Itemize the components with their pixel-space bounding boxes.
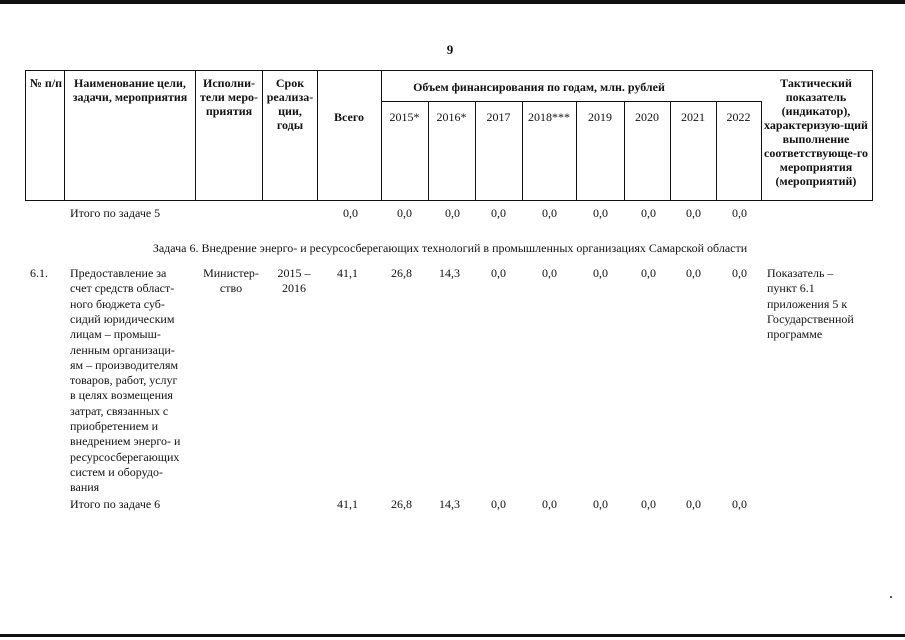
header-year-2021: 2021 [681, 110, 705, 124]
row61-description-line: внедрением энерго- и [70, 434, 181, 449]
header-col-executors: Исполни-тели меро-приятия [199, 76, 259, 118]
scan-speck [890, 596, 892, 598]
row61-indicator-line: приложения 5 к [767, 296, 848, 311]
row61-description-line: ного бюджета суб- [70, 296, 165, 311]
header-col-name: Наименование цели, задачи, мероприятия [72, 76, 188, 104]
table-vertical-line [25, 70, 26, 201]
row61-description-line: ресурсосберегающих [70, 449, 180, 464]
header-col-total: Всего [334, 110, 364, 124]
header-col-term: Срок реализа-ции, годы [266, 76, 314, 132]
total6-value-8: 0,0 [732, 497, 747, 511]
row61-indicator-line: Государственной [767, 311, 854, 326]
header-year-2015: 2015* [389, 110, 420, 124]
task6-title: Задача 6. Внедрение энерго- и ресурсосберегающих технологий в промышленных организациях Самарской области [152, 241, 748, 255]
row61-description-line: систем и оборудо- [70, 464, 163, 479]
total6-value-6: 0,0 [641, 497, 656, 511]
row61-description-line: вания [70, 480, 100, 495]
header-col-number: № п/п [29, 76, 63, 90]
total5-value-5: 0,0 [593, 206, 608, 220]
row61-value-0: 41,1 [337, 266, 358, 280]
row61-description-line: сидий юридическим [70, 311, 175, 326]
header-year-2020: 2020 [635, 110, 659, 124]
row61-value-6: 0,0 [641, 266, 656, 280]
row61-value-3: 0,0 [491, 266, 506, 280]
total6-value-2: 14,3 [439, 497, 460, 511]
row61-description-line: товаров, работ, услуг [70, 373, 178, 388]
header-year-2016: 2016* [436, 110, 467, 124]
page-number: 9 [446, 42, 454, 57]
row61-description-line: в целях возмещения [70, 388, 173, 403]
header-col-indicator: Тактический показатель (индикатор), характеризую-щий выполнение соответствующе-го мероприятия (мероприятий) [764, 76, 868, 188]
total5-value-6: 0,0 [641, 206, 656, 220]
total6-value-5: 0,0 [593, 497, 608, 511]
total5-value-7: 0,0 [686, 206, 701, 220]
row61-value-1: 26,8 [391, 266, 412, 280]
row61-indicator-line: программе [767, 327, 823, 342]
table-top-line [25, 70, 872, 71]
bottom-border [0, 634, 905, 637]
row61-value-5: 0,0 [593, 266, 608, 280]
total6-value-1: 26,8 [391, 497, 412, 511]
total5-value-0: 0,0 [343, 206, 358, 220]
total6-value-0: 41,1 [337, 497, 358, 511]
row61-value-2: 14,3 [439, 266, 460, 280]
header-year-2018: 2018*** [528, 110, 570, 124]
row61-description-line: ленным организаци- [70, 342, 175, 357]
row61-description-line: приобретением и [70, 419, 159, 433]
row61-description-line: счет средств област- [70, 281, 175, 296]
row61-term-line: 2016 [282, 281, 306, 296]
total-task5-label: Итого по задаче 5 [70, 206, 161, 220]
row61-value-8: 0,0 [732, 266, 747, 280]
row61-description-line: затрат, связанных с [70, 403, 169, 418]
total5-value-1: 0,0 [397, 206, 412, 220]
total6-value-4: 0,0 [542, 497, 557, 511]
row61-description-line: ям – производителям [70, 357, 179, 372]
years-subheader-line [381, 101, 761, 102]
header-year-2017: 2017 [486, 110, 511, 124]
total5-value-8: 0,0 [732, 206, 747, 220]
row61-indicator-line: Показатель – [767, 266, 834, 280]
header-col-financing: Объем финансирования по годам, млн. рублей [413, 80, 665, 94]
header-year-2019: 2019 [588, 110, 612, 124]
top-border [0, 0, 905, 4]
total-task6-label: Итого по задаче 6 [70, 497, 161, 511]
row61-executor-line: ство [219, 281, 243, 296]
header-year-2022: 2022 [726, 110, 751, 124]
table-vertical-line [64, 70, 65, 201]
row61-description-line: лицам – промыш- [70, 327, 161, 342]
row61-executor-line: Министер- [203, 266, 259, 280]
row61-value-4: 0,0 [542, 266, 557, 280]
row61-number: 6.1. [30, 266, 48, 280]
row61-value-7: 0,0 [686, 266, 701, 280]
total5-value-2: 0,0 [445, 206, 460, 220]
row61-indicator-line: пункт 6.1 [767, 281, 815, 296]
table-vertical-line [195, 70, 196, 201]
table-vertical-line [262, 70, 263, 201]
total6-value-3: 0,0 [491, 497, 506, 511]
total5-value-4: 0,0 [542, 206, 557, 220]
total5-value-3: 0,0 [491, 206, 506, 220]
total6-value-7: 0,0 [686, 497, 701, 511]
row61-description-line: Предоставление за [70, 266, 167, 280]
table-header-bottom-line [25, 200, 872, 201]
table-vertical-line [872, 70, 873, 201]
row61-term-line: 2015 – [277, 266, 311, 280]
